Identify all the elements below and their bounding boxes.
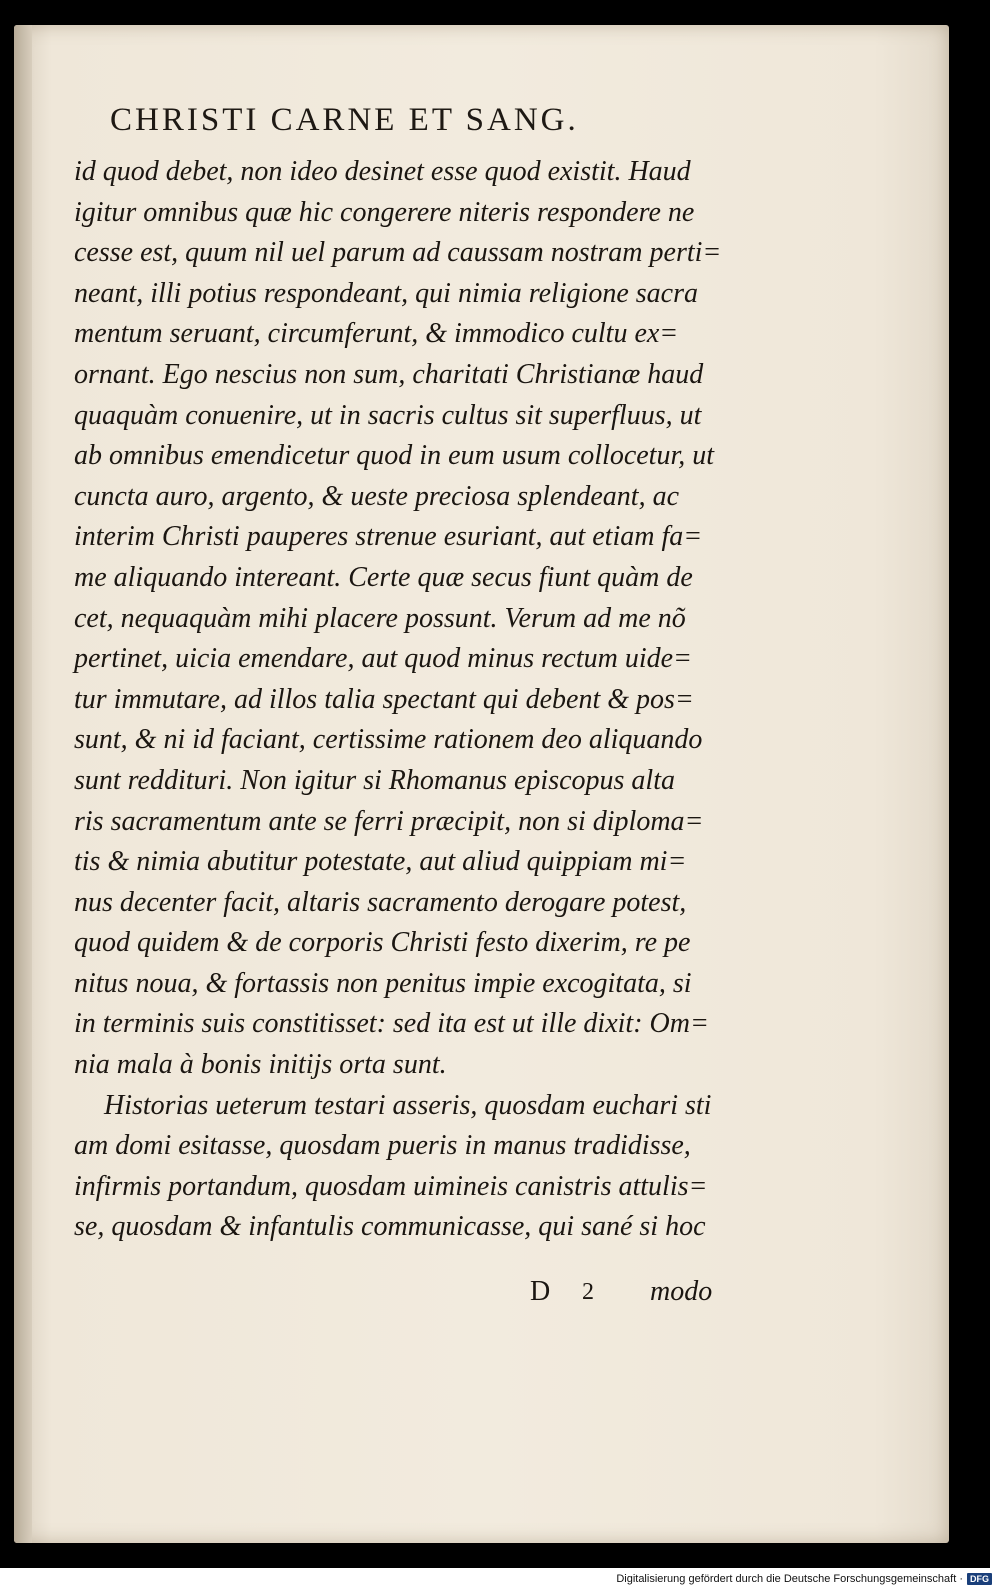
- text-line: pertinet, uicia emendare, aut quod minus rectum uide=: [74, 643, 692, 675]
- digitization-credit: [616, 1570, 992, 1588]
- text-line: quod quidem & de corporis Christi festo dixerim, re pe: [74, 927, 691, 959]
- text-line: tis & nimia abutitur potestate, aut aliud quippiam mi=: [74, 846, 687, 878]
- text-line: nitus noua, & fortassis non penitus impie excogitata, si: [74, 967, 692, 999]
- dfg-logo: DFG: [967, 1573, 992, 1585]
- text-line: sunt, & ni id faciant, certissime rationem deo aliquando: [74, 724, 703, 756]
- text-line: quaquàm conuenire, ut in sacris cultus sit superfluus, ut: [74, 399, 702, 431]
- text-line: nia mala à bonis initijs orta sunt.: [74, 1049, 447, 1081]
- catchword: modo: [650, 1276, 713, 1307]
- text-line: igitur omnibus quæ hic congerere niteris respondere ne: [74, 196, 695, 228]
- text-line: neant, illi potius respondeant, qui nimia religione sacra: [74, 277, 698, 309]
- text-line: id quod debet, non ideo desinet esse quod existit. Haud: [74, 156, 691, 187]
- text-line: tur immutare, ad illos talia spectant qui debent & pos=: [74, 683, 694, 715]
- text-line: in terminis suis constitisset: sed ita est ut ille dixit: Om=: [74, 1008, 709, 1040]
- text-line: sunt reddituri. Non igitur si Rhomanus episcopus alta: [74, 764, 675, 796]
- credit-text: Digitalisierung gefördert durch die Deutsche Forschungsgemeinschaft ·: [616, 1573, 963, 1585]
- signature-number: 2: [582, 1279, 594, 1305]
- text-line: infirmis portandum, quosdam uimineis canistris attulis=: [74, 1170, 708, 1202]
- text-line: interim Christi pauperes strenue esuriant, aut etiam fa=: [74, 521, 703, 553]
- text-line-paragraph-start: Historias ueterum testari asseris, quosdam euchari sti: [104, 1089, 712, 1121]
- text-line: am domi esitasse, quosdam pueris in manus tradidisse,: [74, 1130, 691, 1162]
- text-line: se, quosdam & infantulis communicasse, qui sané si hoc: [74, 1211, 706, 1243]
- page-body: [74, 152, 734, 1248]
- text-line: mentum seruant, circumferunt, & immodico cultu ex=: [74, 318, 679, 350]
- text-line: ornant. Ego nescius non sum, charitati Christianæ haud: [74, 358, 704, 390]
- text-line: ab omnibus emendicetur quod in eum usum collocetur, ut: [74, 440, 715, 472]
- text-line: cet, nequaquàm mihi placere possunt. Verum ad me nõ: [74, 602, 686, 634]
- text-line: nus decenter facit, altaris sacramento derogare potest,: [74, 886, 687, 918]
- page-gutter: [14, 25, 32, 1543]
- signature-mark: D: [530, 1276, 551, 1307]
- running-head: CHRISTI CARNE ET SANG.: [110, 102, 579, 138]
- text-line: ris sacramentum ante se ferri præcipit, non si diploma=: [74, 805, 704, 837]
- text-line: me aliquando intereant. Certe quæ secus fiunt quàm de: [74, 561, 693, 593]
- text-line: cuncta auro, argento, & ueste preciosa splendeant, ac: [74, 480, 679, 512]
- text-line: cesse est, quum nil uel parum ad caussam nostram perti=: [74, 237, 722, 269]
